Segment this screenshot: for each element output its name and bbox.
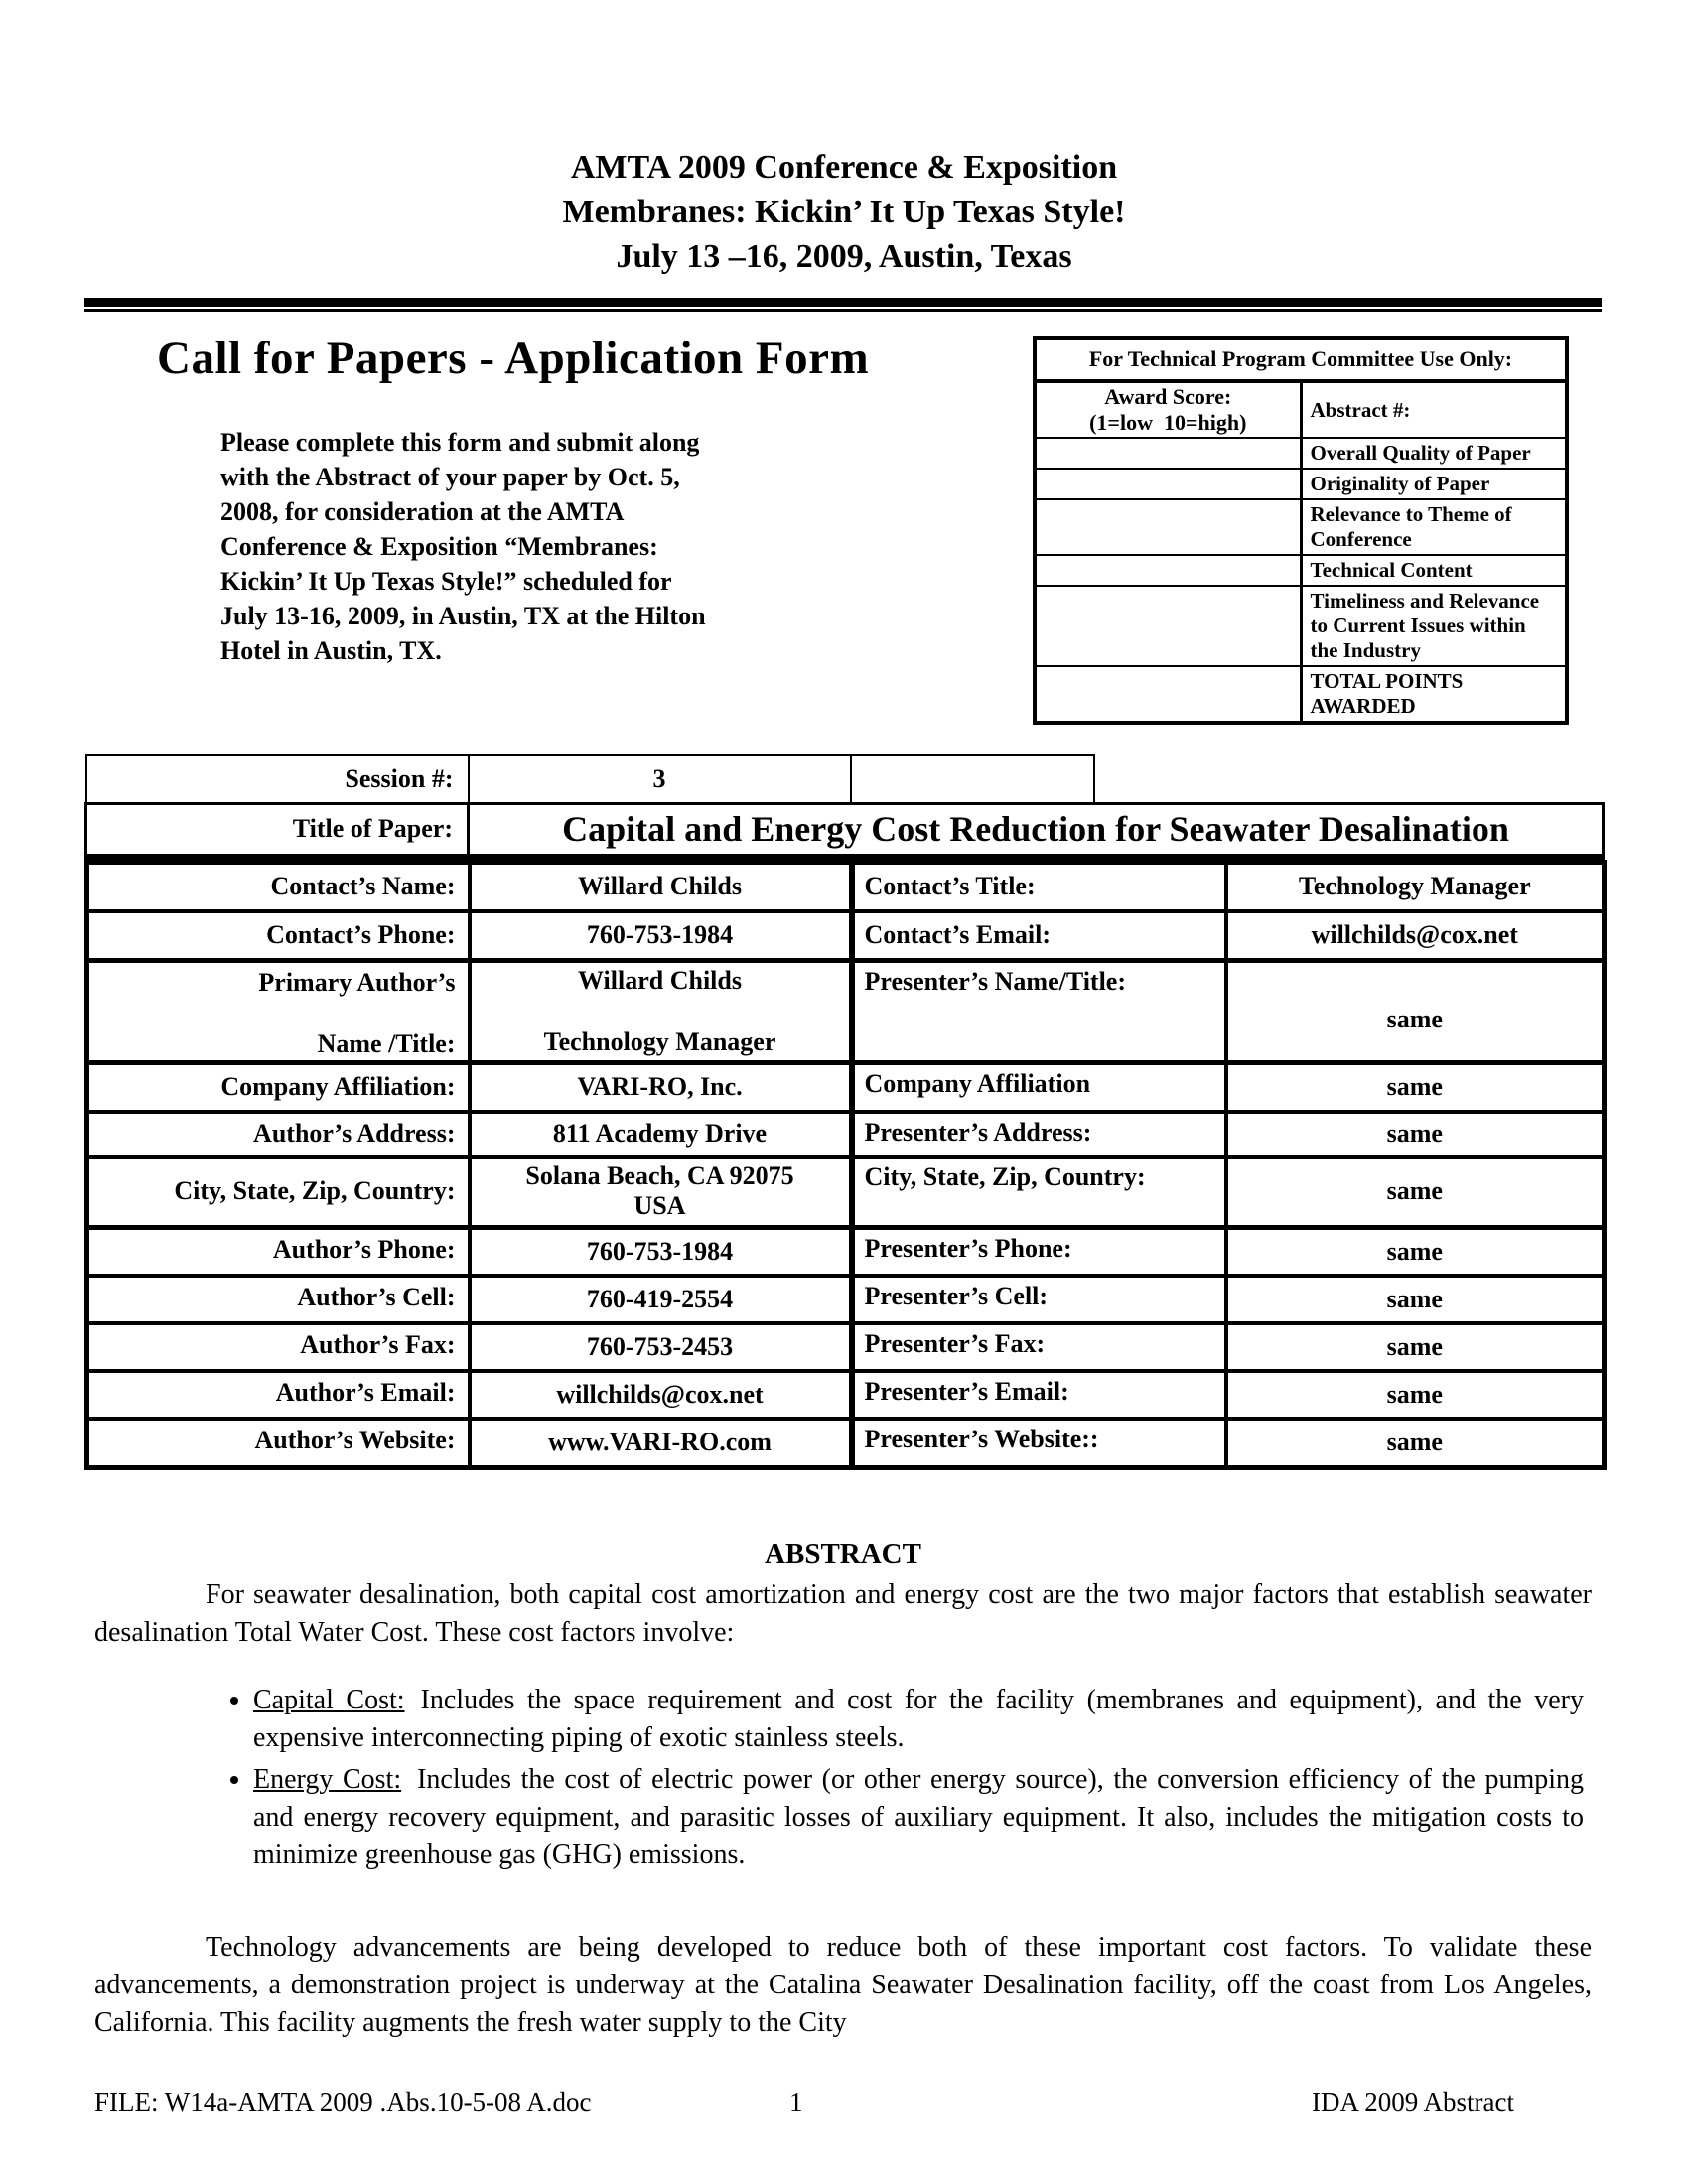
contact-title-value: Technology Manager [1226,863,1605,911]
total-points-label: TOTAL POINTS AWARDED [1301,666,1567,723]
abstract-section [94,1535,1592,2042]
list-item [253,1761,1584,1874]
table-row [87,911,1605,961]
contact-email-value: willchilds@cox.net [1226,911,1605,961]
conference-title: AMTA 2009 Conference & Exposition [570,149,1118,186]
abstract-number-label: Abstract #: [1301,381,1567,438]
conference-dates: July 13 –16, 2009, Austin, Texas [616,238,1072,275]
author-city-line1: Solana Beach, CA 92075 [525,1161,794,1191]
presenter-phone-value: same [1226,1228,1605,1276]
primary-author-label-line1: Primary Author’s [258,968,456,997]
conference-header [0,145,1688,279]
table-row [87,1371,1605,1419]
abstract-paragraph-2: Technology advancements are being developed to reduce both of these important cost factors. To validate these advancements, a demonstration project is underway at the Catalina Seawater Desalination facility, off the coast from Los Angeles, California. This facility augments the fresh water supply to the City [94,1932,1592,2038]
primary-author-title: Technology Manager [543,1027,776,1056]
table-row [87,863,1605,911]
presenter-name-label: Presenter’s Name/Title: [852,961,1226,1063]
footer-page-number: 1 [789,2087,803,2116]
criterion-label: Overall Quality of Paper [1301,438,1567,469]
contact-phone-label: Contact’s Phone: [87,911,470,961]
contact-table [84,860,1607,1470]
cost-factor-list [94,1682,1584,1874]
presenter-fax-value: same [1226,1323,1605,1371]
bullet-text: Includes the space requirement and cost for the facility (membranes and equipment), and the very expensive interconnecting piping of exotic stainless steels. [253,1685,1585,1753]
criterion-label: Relevance to Theme of Conference [1301,499,1567,555]
presenter-company-value: same [1226,1063,1605,1112]
author-address-value: 811 Academy Drive [470,1112,852,1157]
presenter-website-label: Presenter’s Website:: [852,1419,1226,1468]
author-fax-value: 760-753-2453 [470,1323,852,1371]
table-row [87,1228,1605,1276]
score-box [1035,499,1301,555]
presenter-email-label: Presenter’s Email: [852,1371,1226,1419]
list-item [253,1682,1584,1757]
table-row [87,1276,1605,1323]
author-city-line2: USA [633,1191,686,1221]
author-fax-label: Author’s Fax: [87,1323,470,1371]
score-box [1035,555,1301,586]
author-website-value: www.VARI-RO.com [470,1419,852,1468]
footer-right-label: IDA 2009 Abstract [1312,2087,1514,2116]
presenter-phone-label: Presenter’s Phone: [852,1228,1226,1276]
session-blank-cell [851,755,1094,803]
session-label: Session #: [86,755,469,803]
criterion-label: Technical Content [1301,555,1567,586]
abstract-heading: ABSTRACT [765,1538,921,1570]
award-score-line1: Award Score: [1104,384,1232,409]
page-footer [94,2087,1514,2126]
contact-title-label: Contact’s Title: [852,863,1226,911]
form-title: Call for Papers - Application Form [157,333,870,384]
presenter-address-label: Presenter’s Address: [852,1112,1226,1157]
committee-table [1033,336,1569,725]
presenter-name-value: same [1226,961,1605,1063]
application-form [84,754,1602,1470]
table-row [87,961,1605,1063]
score-box [1035,469,1301,499]
criterion-label: Timeliness and Relevance to Current Issues within the Industry [1301,586,1567,666]
author-city-label: City, State, Zip, Country: [87,1157,470,1228]
conference-theme: Membranes: Kickin’ It Up Texas Style! [562,194,1126,230]
table-row [87,1112,1605,1157]
presenter-fax-label: Presenter’s Fax: [852,1323,1226,1371]
presenter-website-value: same [1226,1419,1605,1468]
primary-author-label-line2: Name /Title: [317,1029,456,1058]
author-cell-label: Author’s Cell: [87,1276,470,1323]
primary-author-value [470,961,852,1063]
author-phone-value: 760-753-1984 [470,1228,852,1276]
presenter-cell-label: Presenter’s Cell: [852,1276,1226,1323]
rule-thick-line [84,298,1602,307]
presenter-email-value: same [1226,1371,1605,1419]
company-affiliation-value: VARI-RO, Inc. [470,1063,852,1112]
presenter-city-value: same [1226,1157,1605,1228]
author-cell-value: 760-419-2554 [470,1276,852,1323]
table-row [87,1063,1605,1112]
presenter-company-label: Company Affiliation [852,1063,1226,1112]
committee-table-header: For Technical Program Committee Use Only: [1035,338,1567,381]
table-row [87,1323,1605,1371]
contact-name-value: Willard Childs [470,863,852,911]
presenter-cell-value: same [1226,1276,1605,1323]
paper-title-label: Title of Paper: [86,803,469,857]
criterion-label: Originality of Paper [1301,469,1567,499]
contact-email-label: Contact’s Email: [852,911,1226,961]
rule-thin-line [84,309,1602,312]
award-score-line2: (1=low 10=high) [1089,410,1247,435]
contact-phone-value: 760-753-1984 [470,911,852,961]
author-website-label: Author’s Website: [87,1419,470,1468]
primary-author-label [87,961,470,1063]
primary-author-name: Willard Childs [578,966,742,995]
session-title-table [84,754,1605,860]
bullet-term: Capital Cost: [253,1685,405,1715]
score-box [1035,666,1301,723]
author-phone-label: Author’s Phone: [87,1228,470,1276]
presenter-city-label: City, State, Zip, Country: [852,1157,1226,1228]
abstract-paragraph-1: For seawater desalination, both capital cost amortization and energy cost are the two major factors that establish seawater desalination Total Water Cost. These cost factors involve: [94,1579,1592,1648]
table-row [87,1157,1605,1228]
bullet-text: Includes the cost of electric power (or other energy source), the conversion efficiency of the pumping and energy recovery equipment, and parasitic losses of auxiliary equipment. It also, includes the mitigation costs to minimize greenhouse gas (GHG) emissions. [253,1764,1585,1870]
double-rule [84,298,1602,312]
contact-name-label: Contact’s Name: [87,863,470,911]
author-email-label: Author’s Email: [87,1371,470,1419]
author-email-value: willchilds@cox.net [470,1371,852,1419]
bullet-term: Energy Cost: [253,1764,402,1795]
author-city-value [470,1157,852,1228]
presenter-address-value: same [1226,1112,1605,1157]
score-box [1035,586,1301,666]
table-row [87,1419,1605,1468]
paper-title-value: Capital and Energy Cost Reduction for Seawater Desalination [469,803,1604,857]
author-address-label: Author’s Address: [87,1112,470,1157]
session-value: 3 [469,755,851,803]
form-instructions: Please complete this form and submit along with the Abstract of your paper by Oct. 5, 2008, for consideration at the AMTA Conference & Exposition “Membranes: Kickin’ It Up Texas Style!” scheduled for July 13-16, 2009, in Austin, TX at the Hilton Hotel in Austin, TX. [220,428,706,665]
score-box [1035,438,1301,469]
footer-filename: FILE: W14a-AMTA 2009 .Abs.10-5-08 A.doc [94,2087,592,2116]
spacer-cell [1094,755,1604,803]
company-affiliation-label: Company Affiliation: [87,1063,470,1112]
award-score-label [1035,381,1301,438]
